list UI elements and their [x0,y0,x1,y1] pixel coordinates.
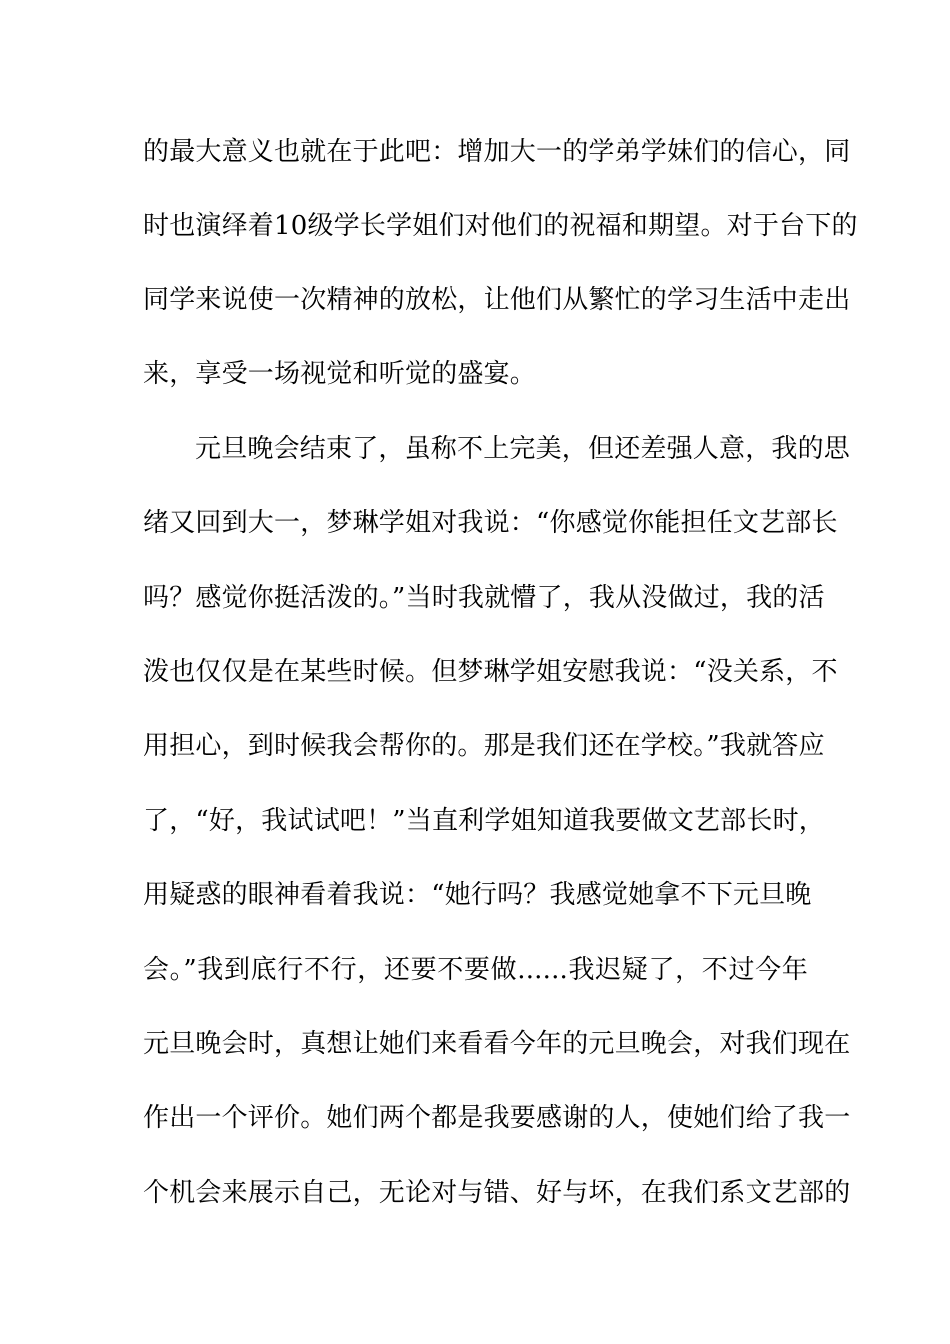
paragraph-start-line: 元旦晚会结束了，虽称不上完美，但还差强人意，我的思 [195,434,851,464]
text-line-1: 的最大意义也就在于此吧：增加大一的学弟学妹们的信心，同 [143,137,851,167]
text-line-2: 时也演绎着10级学长学姐们对他们的祝福和期望。对于台下的 [143,211,858,241]
text-line-3: 同学来说使一次精神的放松，让他们从繁忙的学习生活中走出 [143,285,851,315]
text-line-11: 用疑惑的眼神看着我说：“她行吗？我感觉她拿不下元旦晚 [143,880,812,910]
text-line-13: 元旦晚会时，真想让她们来看看今年的元旦晚会，对我们现在 [143,1029,851,1059]
text-line-15: 个机会来展示自己，无论对与错、好与坏，在我们系文艺部的 [143,1178,851,1208]
text-line-8: 泼也仅仅是在某些时候。但梦琳学姐安慰我说：“没关系，不 [143,657,838,687]
text-line-12: 会。”我到底行不行，还要不要做......我迟疑了，不过今年 [143,955,808,985]
text-line-7: 吗？感觉你挺活泼的。”当时我就懵了，我从没做过，我的活 [143,583,825,613]
text-line-10: 了，“好，我试试吧！”当直利学姐知道我要做文艺部长时， [143,806,825,836]
text-line-14: 作出一个评价。她们两个都是我要感谢的人，使她们给了我一 [143,1103,851,1133]
text-line-9: 用担心，到时候我会帮你的。那是我们还在学校。”我就答应 [143,731,825,761]
text-line-6: 绪又回到大一，梦琳学姐对我说：“你感觉你能担任文艺部长 [143,508,838,538]
text-line-4: 来，享受一场视觉和听觉的盛宴。 [143,359,537,389]
